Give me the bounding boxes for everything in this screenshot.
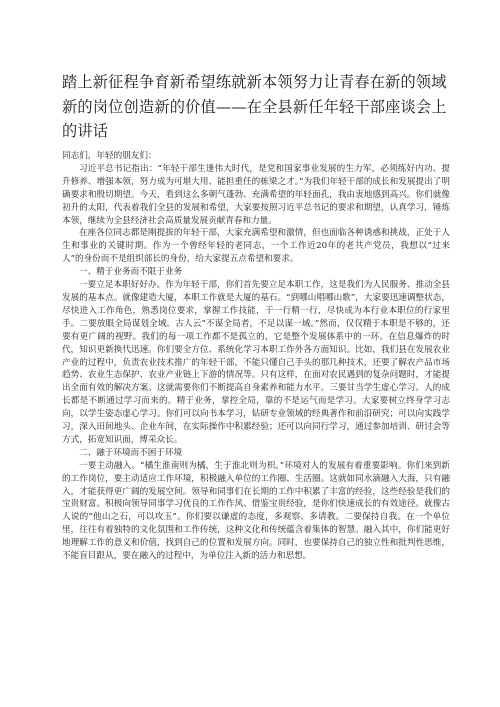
document-title: 踏上新征程争育新希望练就新本领努力让青春在新的领域新的岗位创造新的价值——在全县新任年轻干部座谈会上的讲话 [62,73,447,140]
paragraph: 在座各位同志都是刚提拔的年轻干部，大家充满希望和激情，但也面临各种诱惑和挑战，正处于人生和事业的关键时期。作为一个曾经年轻的老同志，一个工作近20年的老共产党员，我想以“过来人”的身份而不是组织部长的身份，给大家提五点希望和要求。 [62,228,450,265]
document-body [62,150,450,563]
paragraph: 一要主动融入。“橘生淮南则为橘，生于淮北则为枳。”环境对人的发展有着重要影响。你们来到新的工作岗位，要主动适应工作环境，积极融入单位的工作圈、生活圈。这就如同水滴融入大海，只有融入，才能获得更广阔的发展空间。领导和同事们在长期的工作中积累了丰富的经验，这些经验是我们的宝贵财富。积极向领导同事学习优良的工作作风、借鉴宝贵经验，是你们快速成长的有效途径。就像古人说的“他山之石，可以攻玉”。你们要以谦虚的态度，多观察、多请教。二要保持自我。在一个单位里，往往有着独特的文化氛围和工作传统，这种文化和传统蕴含着集体的智慧。融入其中，你们能更好地理解工作的意义和价值，找到自己的位置和发展方向。同时，也要保持自己的独立性和批判性思维，不能盲目跟从，要在融入的过程中，为单位注入新的活力和思想。 [62,460,450,562]
section-heading: 一、精于业务而不限于业务 [79,267,183,278]
section-heading: 二、融于环境而不困于环境 [79,447,183,458]
salutation: 同志们，年轻的朋友们： [62,151,157,161]
paragraph: 习近平总书记指出：“年轻干部生逢伟大时代，是党和国家事业发展的生力军，必须练好内功、提升修养、增强本领，努力成为可堪大用、能担重任的栋梁之才。”为我们年轻干部的成长和发展提出了明确要求和殷切期望。今天，看到这么多朝气蓬勃、充满希望的年轻面孔，我由衷地感到高兴。你们就像初升的太阳，代表着我们全县的发展和希望，大家要按照习近平总书记的要求和期望，认真学习，锤炼本领，继续为全县经济社会高质量发展贡献青春和力量。 [62,163,450,226]
paragraph: 一要立足本职好好办。作为年轻干部，你们首先要立足本职工作，这是我们为人民服务、推动全县发展的基本点。就像建造大厦，本职工作就是大厦的基石。“到哪山唱哪山歌”，大家要迅速调整状态，尽快进入工作角色，熟悉岗位要求，掌握工作技能，干一行精一行，尽快成为本行业本职位的行家里手。二要放眼全局谋划全域。古人云“不谋全局者，不足以谋一域。”然而，仅仅精于本职是不够的，还要有更广阔的视野。我们的每一项工作都不是孤立的，它是整个发展体系中的一环。在信息爆炸的时代，知识更新换代迅速。你们要全方位、系统化学习本职工作外各方面知识。比如，我们县在发展农业产业的过程中，负责农业技术推广的年轻干部，不能只懂自己手头的那几种技术，还要了解农产品市场趋势、农业生态保护、农业产业链上下游的情况等。只有这样，在面对农民遇到的复杂问题时，才能提出全面有效的解决方案。这就需要你们不断提高自身素养和能力水平。三要甘当学生虚心学习。人的成长都是不断通过学习而来的。精于业务，掌控全局，靠的不是运气而是学习。大家要树立终身学习志向，以学生姿态虚心学习。你们可以向书本学习，钻研专业领域的经典著作和前沿研究；可以向实践学习，深入田间地头、企业车间，在实际操作中积累经验；还可以向同行学习，通过参加培训、研讨会等方式，拓宽知识面，博采众长。 [62,280,450,445]
